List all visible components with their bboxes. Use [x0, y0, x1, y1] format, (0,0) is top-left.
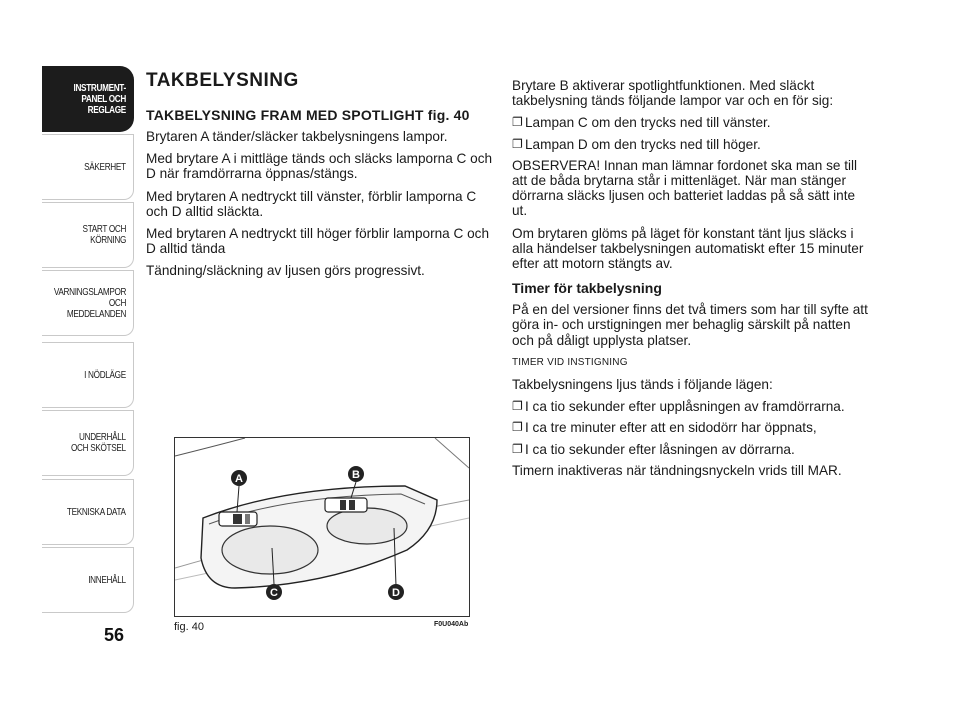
left-column — [146, 70, 496, 286]
list-item-text: Lampan D om den trycks ned till höger. — [525, 136, 761, 152]
page-title: TAKBELYSNING — [146, 70, 299, 91]
tab-innehall[interactable] — [42, 547, 134, 613]
tab-label: TEKNISKA DATA — [67, 506, 126, 518]
section-subtitle: TAKBELYSNING FRAM MED SPOTLIGHT fig. 40 — [146, 107, 470, 123]
tab-instrumentpanel[interactable] — [42, 66, 134, 132]
figure-code: F0U040Ab — [434, 621, 469, 628]
roof-light-illustration — [175, 438, 469, 616]
list-item-text: I ca tio sekunder efter låsningen av dörrarna. — [525, 441, 795, 457]
checkbox-bullet-icon: ❐ — [512, 420, 523, 435]
tab-varningslampor[interactable] — [42, 270, 134, 336]
list-item — [512, 399, 872, 414]
checkbox-bullet-icon: ❐ — [512, 136, 523, 151]
figure-caption: fig. 40 — [174, 621, 204, 633]
right-column — [512, 78, 872, 485]
list-item-text: I ca tre minuter efter att en sidodörr har öppnats, — [525, 420, 817, 436]
callout-b-label: B — [352, 469, 360, 481]
tab-label: INSTRUMENT- PANEL OCH REGLAGE — [73, 82, 126, 116]
paragraph: Brytare B aktiverar spotlightfunktionen. Med släckt takbelysning tänds följande lampor var och en för sig: — [512, 78, 834, 109]
list-item-text: I ca tio sekunder efter upplåsningen av framdörrarna. — [525, 399, 845, 415]
list-item — [512, 115, 872, 130]
tab-label: UNDERHÅLL OCH SKÖTSEL — [71, 432, 126, 454]
checkbox-bullet-icon: ❐ — [512, 441, 523, 456]
tab-label: I NÖDLÄGE — [84, 369, 126, 381]
paragraph: Med brytaren A nedtryckt till höger förblir lamporna C och D alltid tända — [146, 226, 490, 257]
checkbox-bullet-icon: ❐ — [512, 115, 523, 130]
tab-label: START OCH KÖRNING — [82, 224, 126, 246]
paragraph: På en del versioner finns det två timers som har till syfte att göra in- och urstigningen mer behaglig särskilt på natten och på dåligt upplysta platser. — [512, 302, 868, 348]
callout-c — [266, 584, 282, 600]
figure-40 — [174, 437, 470, 617]
callout-c-label: C — [270, 587, 278, 599]
callout-b — [348, 466, 364, 482]
subheading: TIMER VID INSTIGNING — [512, 356, 628, 368]
list-item — [512, 137, 872, 152]
callout-d-label: D — [392, 587, 400, 599]
callout-a-label: A — [235, 473, 243, 485]
checkbox-bullet-icon: ❐ — [512, 399, 523, 414]
paragraph: Timern inaktiveras när tändningsnyckeln vrids till MAR. — [512, 462, 842, 478]
paragraph: Brytaren A tänder/släcker takbelysningens lampor. — [146, 129, 448, 144]
paragraph: Tändning/släckning av ljusen görs progressivt. — [146, 263, 425, 279]
tab-underhall[interactable] — [42, 410, 134, 476]
list-item-text: Lampan C om den trycks ned till vänster. — [525, 115, 771, 131]
callout-d — [388, 584, 404, 600]
paragraph: Med brytaren A nedtryckt till vänster, förblir lamporna C och D alltid släckta. — [146, 188, 477, 219]
tab-nodlage[interactable] — [42, 342, 134, 408]
paragraph: Med brytare A i mittläge tänds och släcks lamporna C och D när framdörrarna öppnas/stängs. — [146, 151, 493, 182]
callout-a — [231, 470, 247, 486]
section-heading: Timer för takbelysning — [512, 280, 662, 297]
tab-sakerhet[interactable] — [42, 134, 134, 200]
page-number: 56 — [104, 625, 125, 645]
note-paragraph: OBSERVERA! Innan man lämnar fordonet ska man se till att de båda brytarna står i mittenläget. När man stänger dörrarna släcks ljusen och batteriet laddas på så sätt inte ut. — [512, 157, 858, 219]
tab-tekniska-data[interactable] — [42, 479, 134, 545]
tab-label: SÄKERHET — [84, 161, 126, 173]
tab-label: VARNINGSLAMPOR OCH MEDDELANDEN — [53, 286, 126, 320]
paragraph: Om brytaren glöms på läget för konstant tänt ljus släcks i alla händelser takbelysningen automatiskt efter 15 minuter efter att motorn stängts av. — [512, 225, 864, 272]
list-item — [512, 442, 872, 457]
list-item — [512, 420, 872, 435]
paragraph: Takbelysningens ljus tänds i följande lägen: — [512, 377, 773, 393]
tab-label: INNEHÅLL — [88, 574, 126, 586]
tab-start-korning[interactable] — [42, 202, 134, 268]
